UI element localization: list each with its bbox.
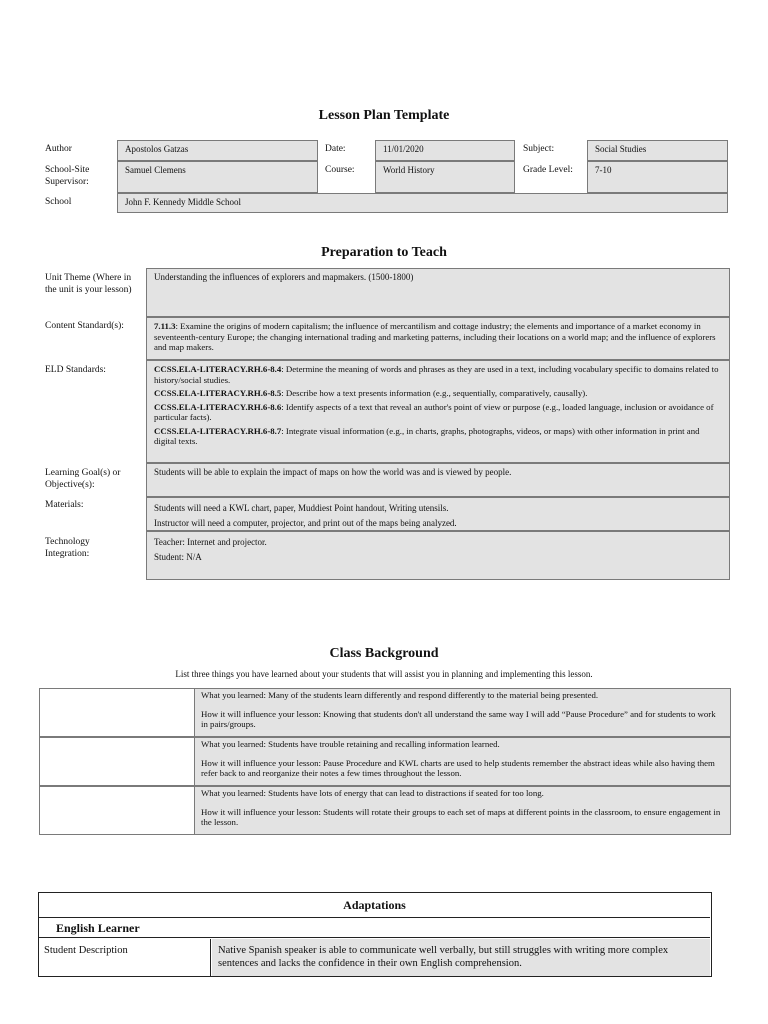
background-row	[194, 688, 731, 737]
author-field: Apostolos Gatzas	[117, 140, 318, 161]
adaptations-table	[38, 892, 712, 977]
eld-standard: CCSS.ELA-LITERACY.RH.6-8.6: Identify aspects of a text that reveal an author's point of view or purpose (e.g., loaded language, inclusion or avoidance of particular facts).	[154, 401, 714, 422]
materials-label: Materials:	[45, 500, 84, 510]
prep-heading: Preparation to Teach	[321, 245, 447, 260]
author-label: Author	[45, 144, 72, 154]
background-intro: List three things you have learned about your students that will assist you in planning and implementing this lesson.	[175, 669, 593, 679]
course-label: Course:	[325, 165, 355, 175]
learned-text: What you learned: Many of the students learn differently and respond differently to the material being presented.	[201, 690, 599, 700]
background-row-blank	[39, 786, 195, 835]
materials-line: Instructor will need a computer, projector, and print out of the maps being analyzed.	[154, 518, 457, 528]
influence-text: How it will influence your lesson: Pause Procedure and KWL charts are used to help students remember the abstract ideas while also having them refer back to and reorganize their notes a few times throughout the lesson.	[201, 757, 715, 778]
supervisor-field: Samuel Clemens	[117, 161, 318, 193]
background-row	[194, 737, 731, 786]
learning-goal-label: Learning Goal(s) or Objective(s):	[45, 468, 121, 490]
background-row-blank	[39, 688, 195, 737]
technology-label: Technology Integration:	[45, 537, 90, 559]
content-standard-code: 7.11.3	[154, 321, 176, 331]
influence-text: How it will influence your lesson: Knowing that students don't all understand the same way I will add “Pause Procedure” and for students to work in pairs/groups.	[201, 708, 716, 729]
grade-field: 7-10	[587, 161, 728, 193]
background-row-blank	[39, 737, 195, 786]
background-row	[194, 786, 731, 835]
student-description-label: Student Description	[39, 939, 211, 976]
date-label: Date:	[325, 144, 346, 154]
subject-label: Subject:	[523, 144, 555, 154]
learned-text: What you learned: Students have trouble retaining and recalling information learned.	[201, 739, 500, 749]
date-field: 11/01/2020	[375, 140, 515, 161]
materials-line: Students will need a KWL chart, paper, Muddiest Point handout, Writing utensils.	[154, 503, 449, 513]
grade-label: Grade Level:	[523, 165, 573, 175]
page-title: Lesson Plan Template	[318, 108, 450, 123]
eld-standard: CCSS.ELA-LITERACY.RH.6-8.5: Describe how a text presents information (e.g., sequentially, comparatively, causally).	[154, 388, 588, 398]
content-standard-field	[146, 317, 730, 360]
unit-theme-field: Understanding the influences of explorers and mapmakers. (1500-1800)	[146, 268, 730, 317]
content-standard-text: : Examine the origins of modern capitalism; the influence of mercantilism and cottage industry; the elements and importance of a market economy in seventeenth-century Europe; the changing international trading and marketing patterns, including their locations on a world map; and the influence of explorers and map makers.	[154, 321, 716, 352]
school-field: John F. Kennedy Middle School	[117, 193, 728, 213]
subject-field: Social Studies	[587, 140, 728, 161]
eld-standard: CCSS.ELA-LITERACY.RH.6-8.4: Determine the meaning of words and phrases as they are used in a text, including vocabulary specific to domains related to history/social studies.	[154, 364, 719, 385]
background-heading: Class Background	[329, 646, 439, 661]
school-label: School	[45, 197, 72, 207]
adaptations-heading: Adaptations	[39, 893, 710, 918]
learned-text: What you learned: Students have lots of energy that can lead to distractions if seated for too long.	[201, 788, 544, 798]
eld-field	[146, 360, 730, 463]
eld-label: ELD Standards:	[45, 365, 106, 375]
adaptations-subheading: English Learner	[39, 918, 710, 938]
supervisor-label: School-Site Supervisor:	[45, 165, 90, 187]
influence-text: How it will influence your lesson: Students will rotate their groups to each set of maps at different points in the classroom, to ensure engagement in the lesson.	[201, 806, 721, 827]
course-field: World History	[375, 161, 515, 193]
technology-line: Student: N/A	[154, 552, 202, 562]
student-description-field: Native Spanish speaker is able to communicate well verbally, but still struggles with writing more complex sentences and lacks the confidence in their own English comprehension.	[212, 939, 710, 976]
eld-standard: CCSS.ELA-LITERACY.RH.6-8.7: Integrate visual information (e.g., in charts, graphs, photographs, videos, or maps) with other information in print and digital texts.	[154, 425, 700, 446]
unit-theme-label: Unit Theme (Where in the unit is your lesson)	[45, 273, 132, 295]
technology-line: Teacher: Internet and projector.	[154, 537, 267, 547]
learning-goal-field: Students will be able to explain the impact of maps on how the world was and is viewed by people.	[146, 463, 730, 497]
technology-field	[146, 531, 730, 580]
content-standard-label: Content Standard(s):	[45, 321, 124, 331]
materials-field	[146, 497, 730, 531]
